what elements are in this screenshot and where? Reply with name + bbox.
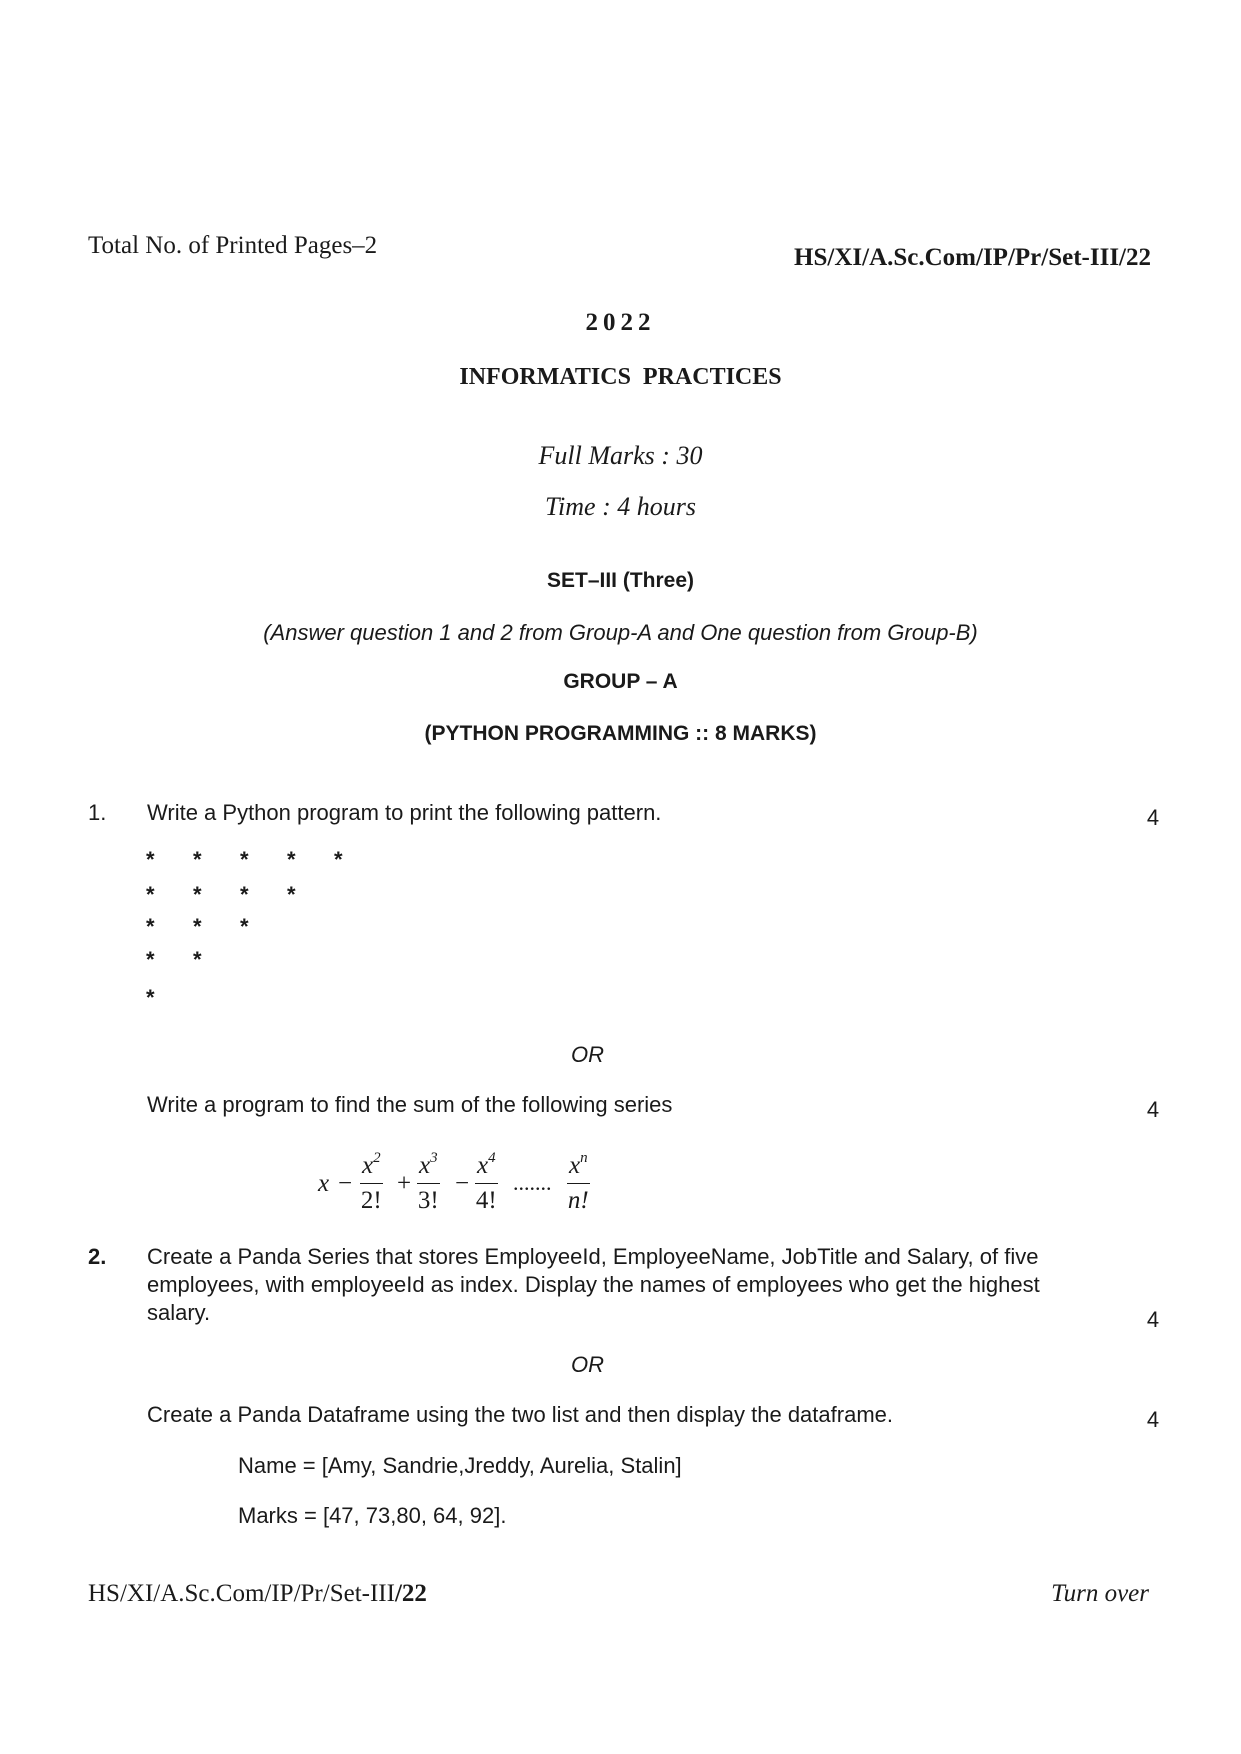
pattern-row [146,847,381,873]
series-operator: + [397,1170,412,1197]
full-marks: Full Marks : 30 [538,441,703,470]
series-operator: − [338,1170,353,1197]
question-text-line: salary. [147,1300,211,1325]
star: * [193,947,202,972]
question-marks: 4 [1146,1307,1160,1332]
star: * [193,882,202,907]
question-text: Write a Python program to print the following pattern. [147,800,662,825]
question-number: 1. [88,800,107,825]
name-list: Name = [Amy, Sandrie,Jreddy, Aurelia, Stalin] [238,1453,682,1478]
star: * [146,985,155,1010]
star: * [240,882,249,907]
pattern-row [146,914,287,940]
series-operator: − [455,1170,470,1197]
pattern-row [146,985,193,1011]
marks-list: Marks = [47, 73,80, 64, 92]. [238,1503,507,1528]
star: * [193,914,202,939]
question-number: 2. [88,1244,107,1269]
pattern-row [146,947,240,973]
series-term: $\frac{x^4}{4!}$ [475,1150,497,1214]
series-term: $\frac{x^2}{2!}$ [360,1150,382,1214]
star: * [240,914,249,939]
star: * [146,882,155,907]
question-text-line: Create a Panda Series that stores EmployeeId, EmployeeName, JobTitle and Salary, of five [147,1244,1039,1269]
or-separator: OR [571,1352,604,1377]
question-alt-marks: 4 [1146,1407,1160,1432]
series-ellipsis: ....... [513,1170,552,1195]
or-separator: OR [571,1042,604,1067]
series-term: $\frac{x^3}{3!}$ [417,1150,439,1214]
question-marks: 4 [1146,805,1160,830]
question-text-line: employees, with employeeId as index. Display the names of employees who get the highest [147,1272,1040,1297]
question-alt-text: Write a program to find the sum of the following series [147,1092,673,1117]
star: * [240,847,249,872]
subject-title: INFORMATICS PRACTICES [459,364,782,390]
paper-code: HS/XI/A.Sc.Com/IP/Pr/Set-III/22 [794,244,1151,271]
set-label: SET–III (Three) [546,569,695,592]
question-alt-marks: 4 [1146,1097,1160,1122]
group-heading: GROUP – A [563,670,678,693]
time-allowed: Time : 4 hours [545,492,696,521]
series-term: $\frac{x^n}{n!}$ [567,1150,589,1214]
star: * [146,914,155,939]
star: * [146,947,155,972]
question-alt-text: Create a Panda Dataframe using the two list and then display the dataframe. [147,1402,893,1427]
star: * [334,847,343,872]
star: * [287,847,296,872]
pattern-row [146,882,334,908]
star: * [287,882,296,907]
exam-year: 2022 [585,309,656,336]
group-subtitle: (PYTHON PROGRAMMING :: 8 MARKS) [424,722,817,745]
star: * [146,847,155,872]
turn-over-note: Turn over [1051,1580,1149,1607]
star: * [193,847,202,872]
printed-pages-note: Total No. of Printed Pages–2 [88,232,378,259]
series-x: x [318,1170,330,1197]
instruction-text: (Answer question 1 and 2 from Group-A and One question from Group-B) [263,620,978,645]
footer-paper-code: HS/XI/A.Sc.Com/IP/Pr/Set-III/22 [88,1580,427,1607]
